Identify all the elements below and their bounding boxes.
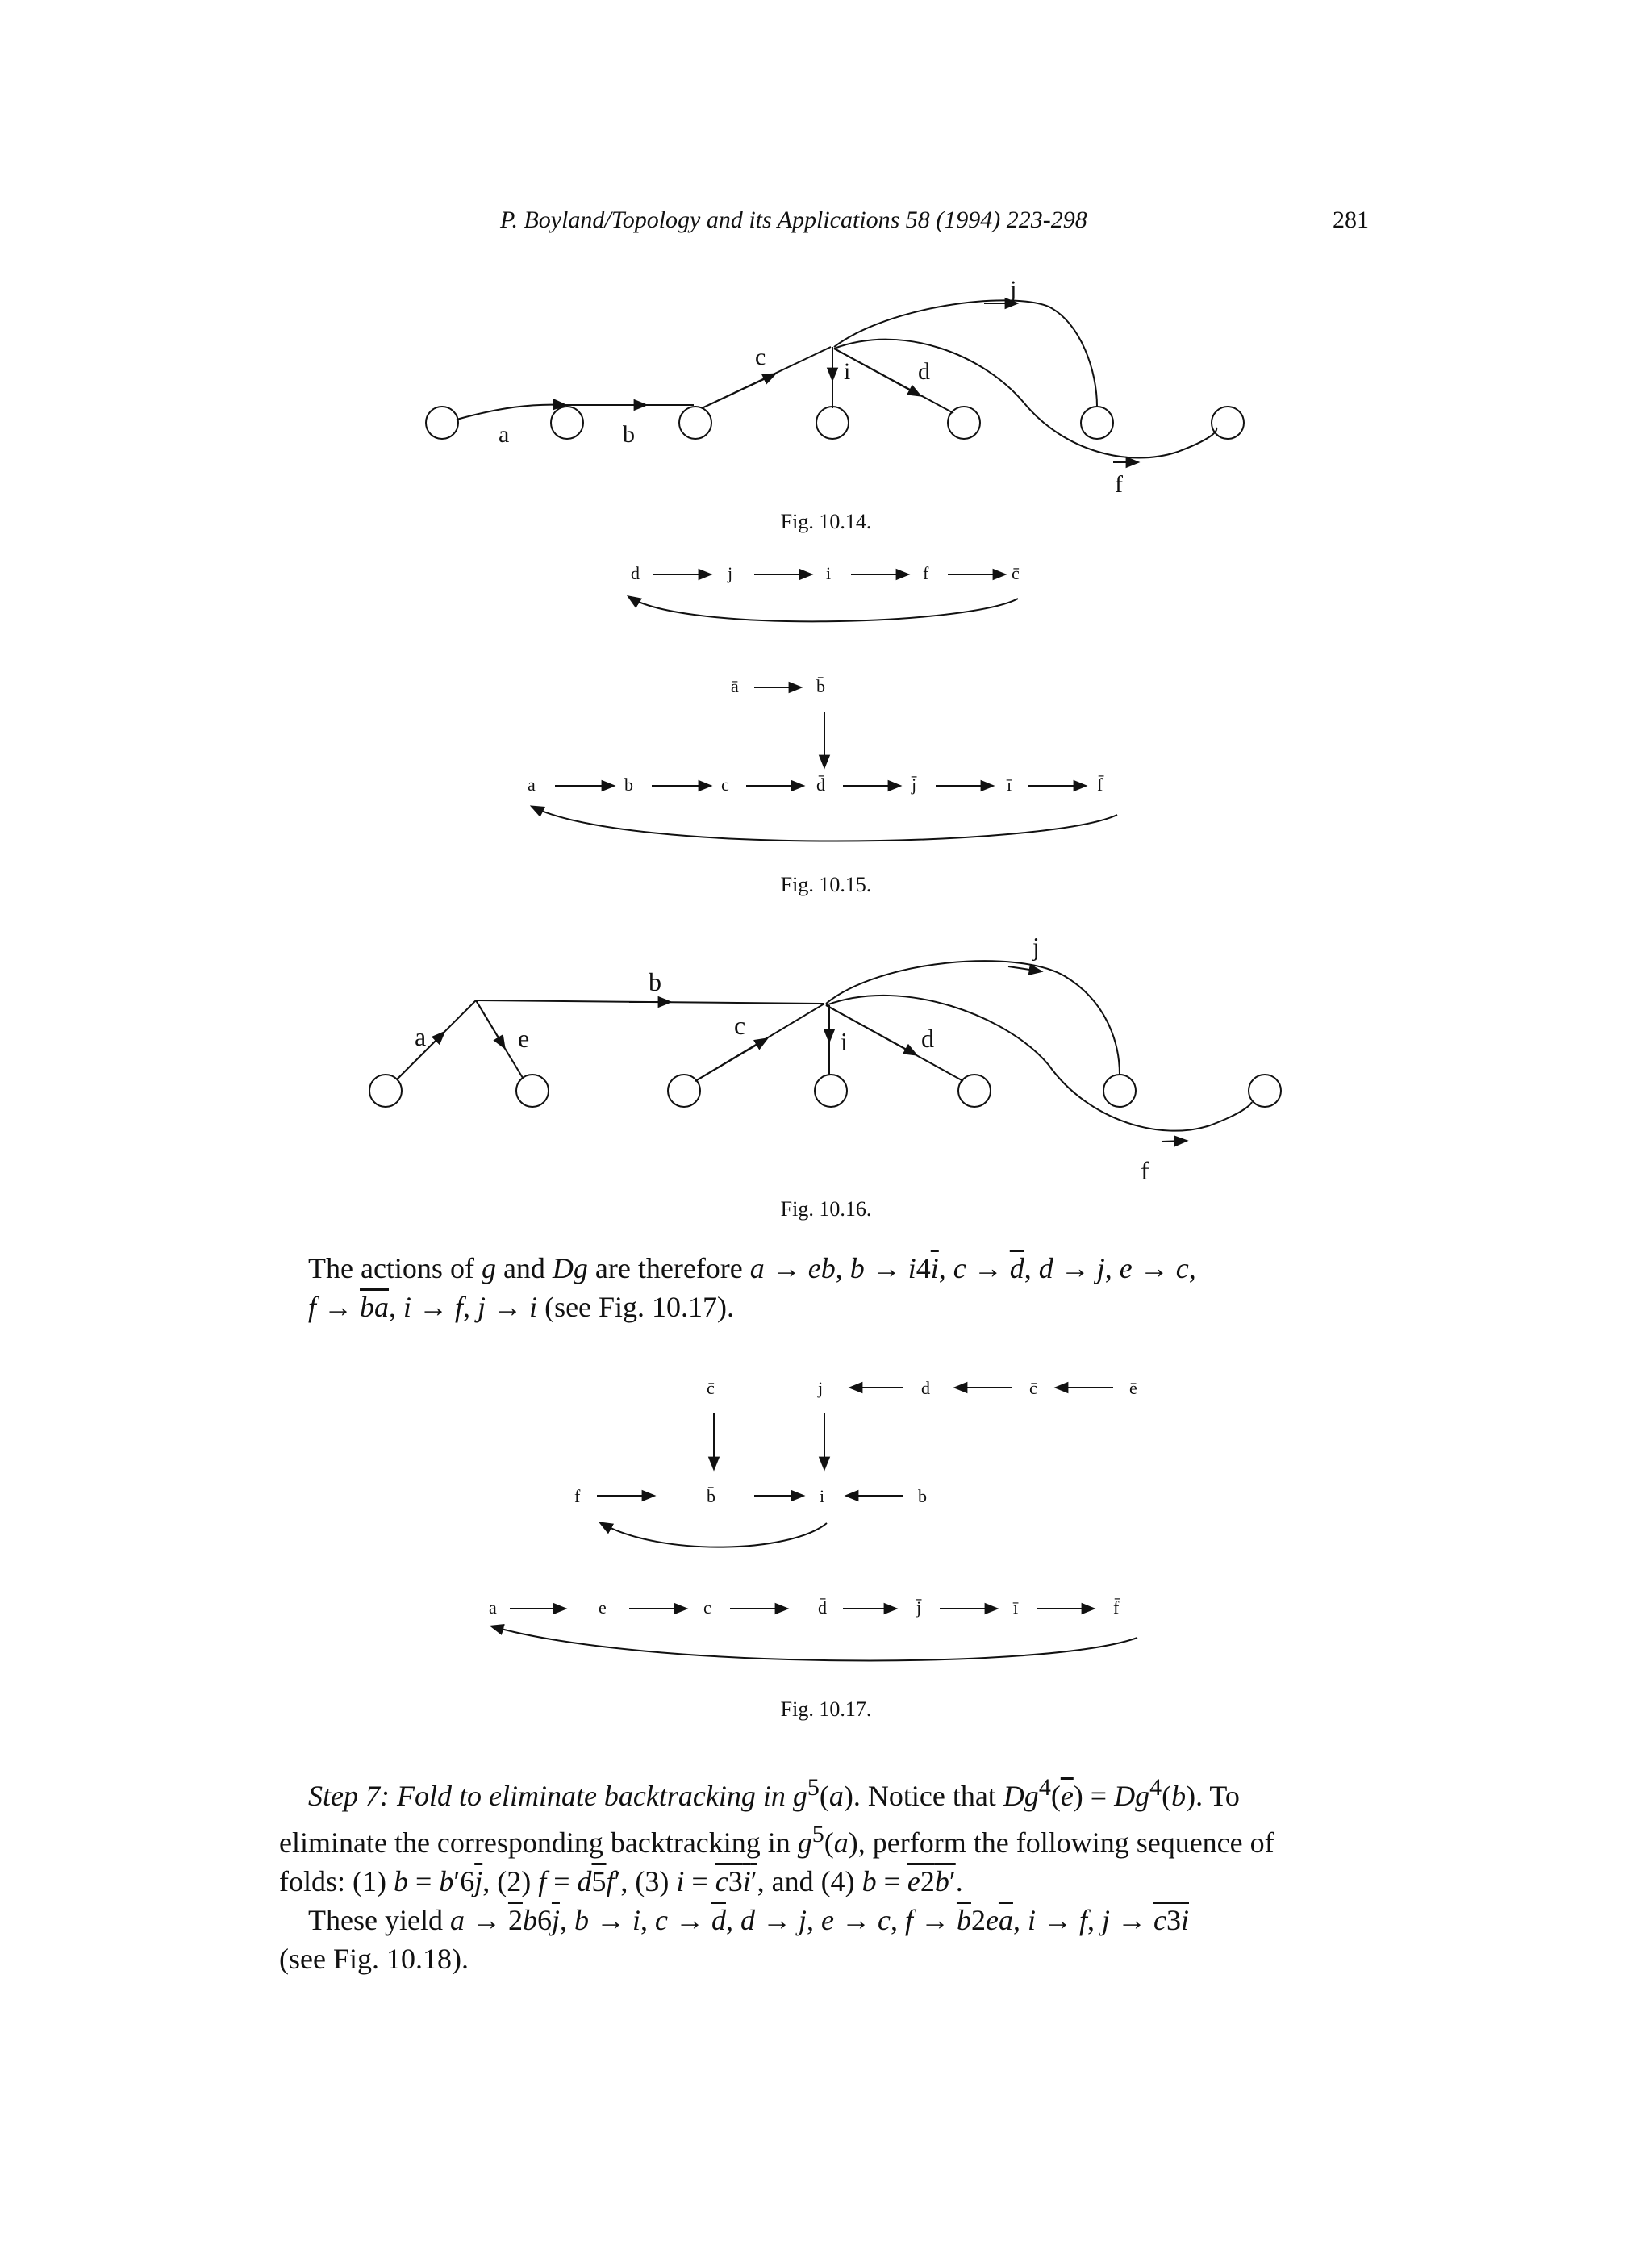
fig17-mid-3: b: [918, 1486, 927, 1506]
fig16-label-j: j: [1032, 932, 1040, 961]
fig14-label-d: d: [918, 358, 930, 385]
fig16-label-b: b: [649, 967, 661, 996]
fig17-bot-2: c: [703, 1597, 711, 1618]
fig16-label-i: i: [841, 1027, 848, 1056]
fig15-r3-3: d̄: [816, 774, 825, 795]
fig17-mid-2: i: [820, 1486, 825, 1506]
fig17-bot-4: j̄: [916, 1597, 922, 1618]
fig14-label-a: a: [499, 421, 510, 448]
fig14-label-j: j: [1010, 276, 1017, 303]
fig17-bot-3: d̄: [818, 1597, 827, 1618]
fig14-label-c: c: [755, 344, 766, 370]
fig14-label-b: b: [623, 421, 635, 448]
fig14-label-i: i: [844, 358, 851, 385]
fig16-label-d: d: [921, 1024, 934, 1053]
fig15-r3-5: ī: [1007, 774, 1012, 795]
page-number: 281: [1333, 207, 1369, 233]
fig17-top-4: ē: [1129, 1378, 1137, 1398]
fig15-r3-0: a: [528, 774, 536, 795]
fig17-top-2: d: [921, 1378, 930, 1398]
fig-10-14-graph: [426, 300, 1244, 462]
fig-10-17-arrows: [492, 1388, 1137, 1660]
fig17-top-1: j: [818, 1378, 824, 1398]
fig16-label-f: f: [1141, 1156, 1149, 1185]
fig15-r2-0: ā: [731, 676, 739, 696]
fig15-r1-3: f: [923, 563, 929, 583]
fig17-mid-1: b̄: [707, 1486, 715, 1506]
paragraph-actions: The actions of g and Dg are therefore a → eb, $b \to i4\overline{i}$, $c \to \overline{d}$, d → j, e → c, $f \to \overline{ba}$, i → f, j → i (see Fig. 10.17).: [308, 1252, 1196, 1323]
fig15-r1-0: d: [631, 563, 640, 583]
fig16-label-a: a: [415, 1022, 427, 1051]
caption-fig-10-16: Fig. 10.16.: [780, 1197, 872, 1221]
fig15-r1-2: i: [826, 563, 832, 583]
fig16-label-c: c: [734, 1011, 746, 1040]
fig17-top-3: c̄: [1029, 1378, 1037, 1398]
fig-10-16-graph: [369, 961, 1281, 1142]
fig15-r1-4: c̄: [1012, 563, 1020, 583]
paragraph-step7: Step 7: Fold to eliminate backtracking in $g^5(a)$. Notice that $Dg^4(\overline{e}) = Dg^4(b)$. To eliminate the corresponding backtracking in $g^5(a)$, perform the following sequence of folds: (1) $b = b'6\overline{j}$, (2) f = d5f′, (3) i = c3i′, and (4) b = e2b′. These yield $a \to 2b6\overline{j}$, b → i, $c \to \overline{d}$, d → j, e → c, $f \to \overline{b}2e\overline{a}$, i → f, j → c3i (see Fig. 10.18).: [279, 1774, 1274, 1975]
caption-fig-10-17: Fig. 10.17.: [780, 1697, 872, 1721]
fig16-label-e: e: [518, 1024, 530, 1053]
fig17-bot-0: a: [489, 1597, 497, 1618]
fig17-top-0: c̄: [707, 1378, 715, 1398]
caption-fig-10-15: Fig. 10.15.: [780, 873, 872, 896]
running-head: P. Boyland/Topology and its Applications 58 (1994) 223-298: [500, 207, 1087, 233]
fig-10-15-arrows: [532, 574, 1117, 841]
fig15-r3-4: j̄: [912, 774, 917, 795]
fig14-label-f: f: [1115, 471, 1123, 498]
fig15-r2-1: b̄: [816, 676, 825, 696]
fig15-r1-1: j: [728, 563, 733, 583]
fig15-r3-1: b: [624, 774, 633, 795]
fig17-bot-1: e: [599, 1597, 607, 1618]
fig17-mid-0: f: [574, 1486, 581, 1506]
fig17-bot-6: f̄: [1113, 1597, 1120, 1618]
fig17-bot-5: ī: [1013, 1597, 1019, 1618]
fig15-r3-2: c: [721, 774, 729, 795]
caption-fig-10-14: Fig. 10.14.: [780, 510, 872, 533]
fig15-r3-6: f̄: [1097, 774, 1103, 795]
